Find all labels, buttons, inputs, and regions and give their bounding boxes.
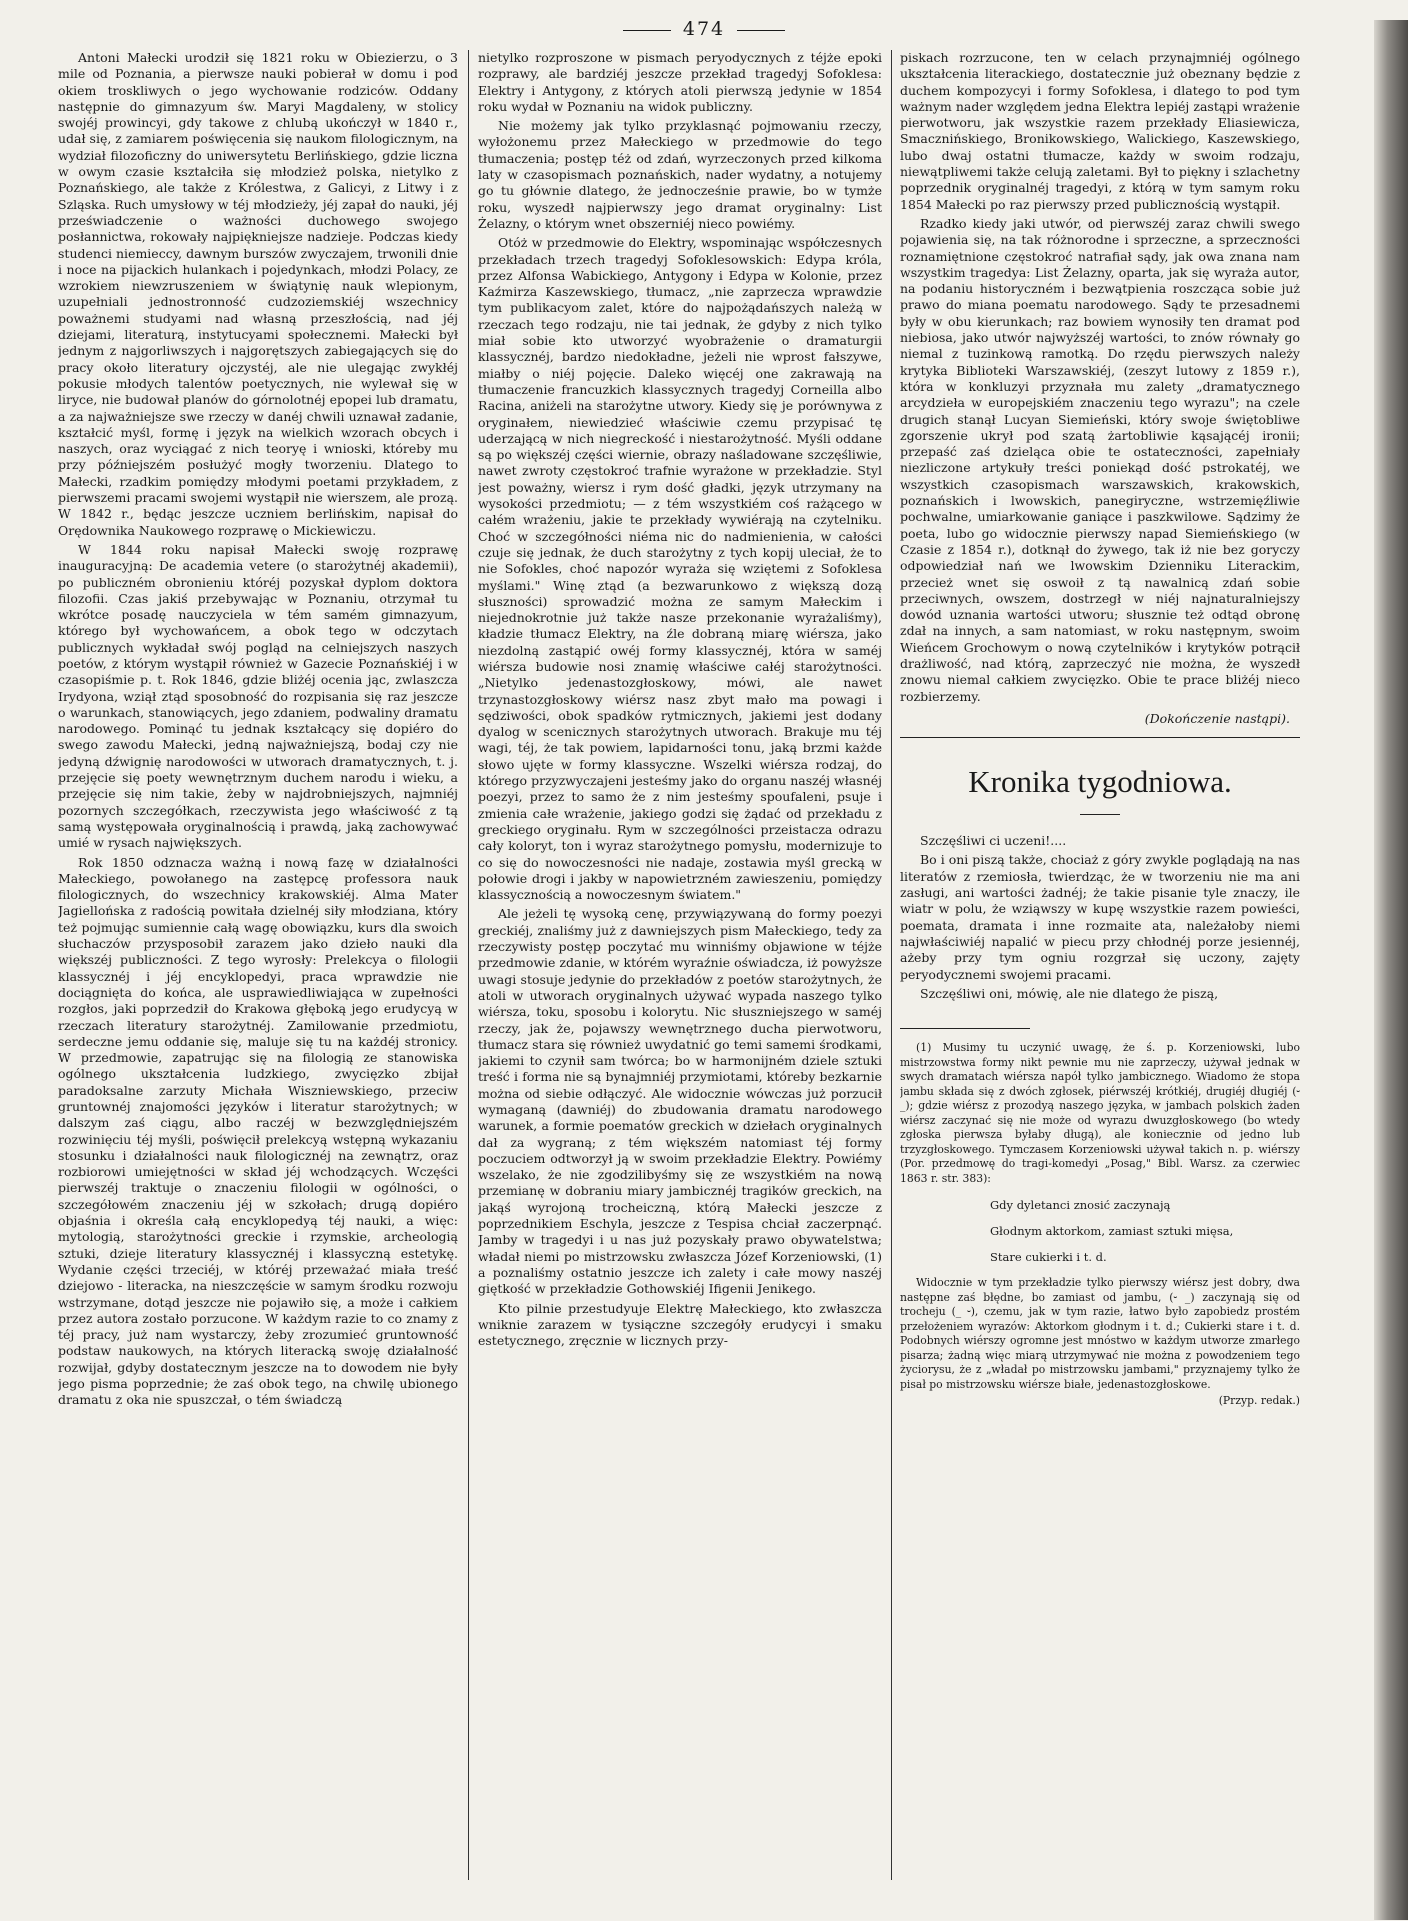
section-divider [900,737,1300,738]
footnote-divider [900,1028,1030,1029]
column-divider [468,50,469,1880]
column-3 [900,50,1300,1890]
poem-line: Głodnym aktorkom, zamiast sztuki mięsa, [990,1224,1234,1239]
paragraph: Rzadko kiedy jaki utwór, od pierwszéj zaraz chwili swego pojawienia się, na tak różnorodne i sprzeczne, a sprzeczności roznamiętnione częstokroć natrafiał sądy, jak owa znana nam wszystkim tragedya: List Żelazny, oparta, jak się wyraża autor, na podaniu historyczném i bezwątpienia roszcząca sobie już prawo do miana poematu narodowego. Sądy te przesadnemi były w obu kierunkach; raz bowiem wynosiły ten dramat pod niebiosa, jako utwór najwyższéj wartości, to znów równały go niemal z tuzinkową ramotką. Do rzędu pierwszych należy krytyka Biblioteki Warszawskiéj, (zeszyt lutowy z 1859 r.), która w konkluzyi przyznała mu zalety „dramatycznego arcydzieła w europejskiém znaczeniu tego wyrazu"; na czele drugich stanął Lucyan Siemieński, który swoje świętobliwe zgorszenie ukrył pod szatą żartobliwie kąsającéj ironii; przepaść zaś dzieląca obie te ostateczności, zapełniały niezliczone artykuły treści poniekąd dość pstrokatéj, we wszystkich czasopismach warszawskich, krakowskich, poznańskich i lwowskich, panegiryczne, wstrzemięźliwie pochwalne, umiarkowanie ganiące i paszkwilowe. Sądzimy że poeta, lubo go widocznie pierwszy napad Siemieńskiego (w Czasie z 1854 r.), dotknął do żywego, tak iż nie bez goryczy odpowiedział nań we lwowskim Dzienniku Literackim, przecież wnet się oswoił z tą nawalnicą zdań sobie przeciwnych, owszem, dostrzegł w niéj najnaturalniejszy dowód uznania wartości utworu; słusznie też odtąd obronę zdał na innych, a sam natomiast, w roku następnym, swoim Wieńcem Grochowym o nową czytelników i krytyków potrącił drażliwość, nad którą, zaprzeczyć nie można, że wyszedł znowu niemal całkiem zwycięzko. Obie te prace bliżéj nieco rozbierzemy. [900,215,1300,704]
footnote-credit: (Przyp. redak.) [1218,1394,1300,1408]
paragraph: piskach rozrzucone, ten w celach przynajmniéj ogólnego ukształcenia literackiego, dostatecznie już obeznany będzie z duchem kompozycyi i formy Sofoklesa, i dlatego to pod tym ważnym nader względem jedna Elektra lepiéj zastąpi wrażenie pierwotworu, jak wszystkie razem przekłady Eliasiewicza, Smacznińskiego, Bronikowskiego, Walickiego, Kaszewskiego, lubo dwaj ostatni tłumacze, każdy w swoim rodzaju, niewątpliwemi także celują zaletami. Był to piękny i szlachetny poprzednik oryginalnéj tragedyi, z którą w tym samym roku 1854 Małecki po raz pierwszy przed publicznością wystąpił. [900,50,1300,212]
continuation-note: (Dokończenie nastąpi). [1144,710,1290,726]
section-title: Kronika tygodniowa. [968,764,1232,800]
footnote [900,1041,1300,1409]
poem-quote [990,1198,1300,1264]
paragraph: nietylko rozproszone w pismach peryodycznych z téjże epoki rozprawy, ale bardziéj jeszcze przekład tragedyj Sofoklesa: Elektry i Antygony, z których atoli pierwszą jedynie w 1854 roku wydał w Poznaniu na widok publiczny. [478,50,882,114]
page-edge [1374,20,1408,1920]
paragraph: Szczęśliwi oni, mówię, ale nie dlatego że piszą, [920,985,1219,1001]
column-2 [478,50,882,1890]
paragraph: Bo i oni piszą także, chociaż z góry zwykle poglądają na nas literatów z rzemiosła, twierdząc, że w tworzeniu nie ma ani zasługi, ani wartości żadnéj; że takie pisanie tyle znaczy, ile wiatr w polu, że wziąwszy w kupę wszystkie razem powieści, poemata, dramata i inne rozmaite ata, należałoby niemi najwłaściwiéj napalić w piecu przy chłodnéj porze jesiennéj, ażeby przy tym ogniu rozgrzał się uczony, zajęty peryodycznemi swojemi pracami. [900,852,1300,982]
column-divider [891,50,892,1880]
paragraph: Ale jeżeli tę wysoką cenę, przywiązywaną do formy poezyi greckiéj, znaliśmy już z dawniejszych pism Małeckiego, tedy za rzeczywisty postęp poczytać mu winniśmy objawione w téjże przedmowie zdanie, w którém wyraźnie oświadcza, iż powyższe uwagi stosuje jedynie do przekładów z poetów starożytnych, że atoli w utworach oryginalnych używać wypada naszego tylko wiérsza, toku, sposobu i kolorytu. Nic słuszniejszego w saméj rzeczy, jak że, pojawszy wewnętrznego ducha pierwotworu, tłumacz stara się również uwydatnić go temi samemi środkami, jakiemi to czynił sam twórca; bo w harmonijném dziele sztuki treść i forma nie są bynajmniéj przymiotami, któreby bezkarnie można od siebie odłączyć. Ale widocznie wówczas już porzucił wymaganą (dawniéj) do zbudowania dramatu narodowego warunek, a formie poematów greckich w dziełach oryginalnych dał za wygraną; z tém większém natomiast téj formy poczuciem odtworzył ją w swoim przekładzie Elektry. Powiémy wszelako, że nie zgodzilibyśmy się ze wszystkiém na nową przemianę w dobraniu miary jambicznéj tragików greckich, na jakąś wyrojoną trocheiczną, którą Małecki jeszcze z poprzednikiem Eschyla, jeszcze z Tespisa chciał zaczerpnąć. Jamby w tragedyi i u nas już pozyskały prawo obywatelstwa; władał niemi po mistrzowsku zwłaszcza Józef Korzeniowski, (1) a poznaliśmy ostatnio jeszcze ich zalety i całe mowy naszéj giętkość w przekładzie Gothowskiéj Ifigenii Jenikego. [478,906,882,1297]
paragraph: Antoni Małecki urodził się 1821 roku w Obiezierzu, o 3 mile od Poznania, a pierwsze nauki pobierał w domu i pod okiem troskliwych o jego wychowanie rodziców. Oddany następnie do gimnazyum św. Maryi Magdaleny, w stolicy swojéj prowincyi, gdy takowe z chlubą ukończył w 1840 r., udał się, z zamiarem poświęcenia się naukom filologicznym, na wydział filozoficzny do uniwersytetu Berlińskiego, gdzie liczna w owym czasie kształciła się młodzież polska, nietylko z Poznańskiego, ale także z Królestwa, z Galicyi, z Litwy i z Szląska. Ruch umysłowy w téj młodzieży, jéj zapał do nauki, jéj przeświadczenie o ważności duchowego swojego posłannictwa, rokowały najpiękniejsze nadzieje. Podczas kiedy studenci niemieccy, dawnym burszów zwyczajem, trwonili dnie i noce na pijackich hulankach i pojedynkach, młodzi Polacy, ze wzrokiem niewzruszeniem w świątynię nauk wlepionym, uzupełniali jednostronność cudzoziemskiéj wszechnicy poważnemi studyami nad własną przeszłością, nad jéj dziejami, literaturą, instytucyami społecznemi. Małecki był jednym z najgorliwszych i najgorętszych zabiegających się do pracy około literatury ojczystéj, ale nie ulegając zwykłéj pokusie młodych talentów poetycznych, nie wylewał się w liryce, nie budował planów do górnolotnéj epopei lub dramatu, a za najważniejsze swe rzeczy w danéj chwili uznawał zadanie, kształcić myśl, formę i język na wielkich wzorach obcych i naszych, oraz wyciągać z nich teoryę i wnioski, któreby mu przy późniejszém posłużyć mogły tworzeniu. Dlatego to Małecki, rzadkim pomiędzy młodymi poetami przykładem, z pierwszemi pracami swojemi wystąpił nie wierszem, ale prozą. W 1842 r., będąc jeszcze uczniem berlińskim, napisał do Orędownika Naukowego rozprawę o Mickiewiczu. [58,50,458,538]
paragraph: Szczęśliwi ci uczeni!.... [920,833,1067,849]
title-divider [1080,814,1120,815]
paragraph: Kto pilnie przestudyuje Elektrę Małeckiego, kto zwłaszcza wniknie zarazem w tysiączne szczegóły erudycyi i smaku estetycznego, zręcznie w licznych przy- [478,1300,882,1349]
paragraph: W 1844 roku napisał Małecki swoję rozprawę inauguracyjną: De academia vetere (o starożytnéj akademii), po publiczném obronieniu któréj pozyskał dyplom doktora filozofii. Czas jakiś przebywając w Poznaniu, otrzymał tu wkrótce posadę nauczyciela w tém samém gimnazyum, którego był wychowańcem, a obok tego w odczytach publicznych wykładał swój pogląd na celniejszych naszych poetów, z którym wystąpił również w Gazecie Poznańskiéj i w czasopiśmie p. t. Rok 1846, gdzie bliżéj ocenia jąc, zwlaszcza Irydyona, wziął ztąd sposobność do rozpisania się raz jeszcze o warunkach, stanowiących, jego zdaniem, podwaliny dramatu narodowego. Pominąć tu jednak kształcący się dopiéro do swego zawodu Małecki, jedną najważniejszą, bodaj czy nie jedyną dźwignię narodowości w utworach dramatycznych, t. j. przejęcie się poety wewnętrznym duchem narodu i wieku, a przejęcie się nim takie, żeby w najdrobniejszych, najmniéj pozornych szczegółkach, rzeczywista jego właściwość z tą samą występowała oryginalnością i prawdą, jaką zachowywać umié w rysach największych. [58,541,458,851]
paragraph: Rok 1850 odznacza ważną i nową fazę w działalności Małeckiego, powołanego na zastępcę professora nauk filologicznych, do wszechnicy krakowskiéj. Alma Mater Jagiellońska z radością powitała dzielnéj siły młodziana, który też pojmując sumiennie całą wagę obowiązku, kurs dla swoich słuchaczów przysposobił zarazem jako dzieło nauki dla większéj publiczności. Z tego wyrosły: Prelekcya o filologii klassycznéj i jéj encyklopedyi, praca wprawdzie nie dociągnięta do końca, ale usprawiedliwiająca w zupełności rozgłos, jaki poprzedził do Krakowa głęboką jego erudycyą w rzeczach literatury starożytnéj. Zamilowanie przedmiotu, serdeczne jemu oddanie się, maluje się tu na każdéj stronicy. W przedmowie, zapatrując się na filologią ze stanowiska ogólnego ukształcenia ludzkiego, zwycięzko zbijał paradoksalne zarzuty Michała Wiszniewskiego, przeciw gruntownéj znajomości języków i literatur starożytnych; w dalszym zaś ciągu, albo raczéj w bezwzględniejszém rozwinięciu téj myśli, poświęcił prelekcyą wstępną wykazaniu stosunku i działalności nauk filologicznéj na zewnątrz, oraz rozbiorowi umiejętności w skład jéj wchodzących. Wczęści pierwszéj traktuje o znaczeniu filologii w ogólności, o szczegółowém znaczeniu jéj w szkołach; drugą dopiéro objaśnia i określa całą encyklopedyą téj nauki, a więc: mytologią, starożytności greckie i rzymskie, archeologią sztuki, dzieje literatury klassycznéj i klassyczną estetykę. Wydanie części trzeciéj, w któréj przeważać miała treść dziejowo - literacka, na nieszczęście w samym środku rozwoju wstrzymane, dotąd jeszcze nie pojawiło się, a może i całkiem przez autora zostało porzucone. W każdym razie to co znamy z téj pracy, już nam wystarczy, żeby zrozumieć gruntowność podstaw naukowych, na których literacką swoję działalność rozwijał, gdyby dostatecznym jeszcze na to dowodem nie były jego pisma poprzednie; że zaś obok tego, na chwilę ubionego dramatu z oka nie spuszczał, o tém świadczą [58,854,458,1408]
poem-line: Gdy dyletanci znosić zaczynają [990,1198,1171,1213]
poem-line: Stare cukierki i t. d. [990,1250,1107,1265]
paragraph: Otóż w przedmowie do Elektry, wspominając współczesnych przekładach trzech tragedyj Sofoklesowskich: Edypa króla, przez Alfonsa Wabickiego, Antygony i Edypa w Kolonie, przez Kaźmirza Kaszewskiego, tłumacz, „nie zaprzecza wprawdzie tym publikacyom zalet, które do najpożądańszych należą w rzeczach tego rodzaju, nie tai jednak, że gdyby z nich tylko miał sobie kto utworzyć wyobrażenie o dramaturgii klassycznéj, bardzo niedokładne, jeżeli nie wprost fałszywe, miałby o niéj pojęcie. Daleko więcéj one zakrawają na tłumaczenie francuzkich klassycznych tragedyj Corneilla albo Racina, aniżeli na starożytne utwory. Kiedy się je porównywa z oryginałem, niewiedzieć właściwie czemu przypisać tę uderzającą w nich niegreckość i niestarożytność. Myśli oddane są po większéj części wiernie, obrazy naśladowane szczęśliwie, nawet zwroty częstokroć trafnie wyrażone w przekładzie. Styl jest poważny, wiersz i rym dość gładki, język utrzymany na wysokości przedmiotu; — z tém wszystkiém coś rażącego w całém wrażeniu, jakie te przekłady wywiérają na czytelniku. Choć w szczegółności niéma nic do nadmienienia, w całości czuje się jednak, że duch starożytny z tych kopij uleciał, że to nie Sofokles, choć napozór wyraża się wziętemi z Sofoklesa myślami." Winę ztąd (a bezwarunkowo z większą dozą słuszności) sprowadzić można ze samym Małeckim i niejednokrotnie już także nasze przekonanie wyrażaliśmy), kładzie tłumacz Elektry, na źle dobraną miarę wiérsza, jako niezdolną zastąpić owéj formy klassycznéj, która w saméj wiérsza budowie nosi znamię właściwe całéj starożytności. „Nietylko jedenastozgłoskowy, mówi, ale nawet trzynastozgłoskowy wiérsz nasz zbyt mało ma powagi i sędziwości, obok spadków rytmicznych, jakiemi jest dodany dyalog w scenicznych starożytnych utworach. Brakuje mu téj wagi, téj, że tak powiem, lapidarności tonu, jaką brzmi każde słowo ujęte w formy klassyczne. Wszelki wiérsza rodzaj, do którego przyzwyczajeni jesteśmy jako do organu naszéj własnéj poezyi, przez to samo że z nim jesteśmy spoufaleni, psuje i zmienia całe wrażenie, jakiego godzi się żądać od przekładu z greckiego oryginału. Rym w szczególności przeistacza odrazu cały koloryt, ton i wyraz starożytnego pomysłu, modernizuje to co się do nowoczesności nie nadaje, zostawia myśl grecką w połowie drogi i jakby w napowietrzném zawieszeniu, pomiędzy klassycznością a nowoczesnym światem." [478,235,882,903]
footnote-text: Widocznie w tym przekładzie tylko pierwszy wiérsz jest dobry, dwa następne zaś błędne, bo zamiast od jambu, (⏑ _) zaczynają się od trocheju (_ ⏑), czemu, jak w tym razie, łatwo było zapobiedz prostém przełożeniem wyrazów: Aktorkom głodnym i t. d.; Cukierki stare i t. d. Podobnych wiérszy ogromne jest mnóstwo w każdym utworze zmarłego pisarza; żadną więc miarą utrzymywać nie można z powodzeniem tego życiorysu, że z „władał po mistrzowsku jambami," przyznajemy tylko że pisał po mistrzowsku wiérsze białe, jedenastozgłoskowe. [900,1276,1300,1391]
column-1 [58,50,458,1890]
page-number: 474 [0,18,1408,40]
footnote-text: (1) Musimy tu uczynić uwagę, że ś. p. Korzeniowski, lubo mistrzowstwa formy nikt pewnie mu nie zaprzeczy, używał jednak w swych dramatach wiérsza napół tylko jambicznego. Wiadomo że stopa jambu składa się z dwóch zgłosek, piérwszéj krótkiéj, drugiéj długiéj (⏑ _); gdzie wiérsz z prozodyą naszego języka, w jambach polskich żaden wiérsz zaczynać się nie może od wyrazu dwuzgłoskowego (bo wtedy zgłoska pierwsza byłaby długą), ale koniecznie od jedno lub trzyzgłoskowego. Tymczasem Korzeniowski używał takich n. p. wiérszy (Por. przedmowę do tragi-komedyi „Posag," Bibl. Warsz. za czerwiec 1863 r. str. 383): [900,1041,1300,1185]
paragraph: Nie możemy jak tylko przyklasnąć pojmowaniu rzeczy, wyłożonemu przez Małeckiego w przedmowie do tego tłumaczenia; postęp téż od zdań, wyrzeczonych przed kilkoma laty w czasopismach poznańskich, nader wydatny, a notujemy go tu głównie dlatego, że jednocześnie prawie, bo w tymże roku, wyszedł najpierwszy jego dramat oryginalny: List Żelazny, o którym wnet obszerniéj nieco powiémy. [478,118,882,231]
